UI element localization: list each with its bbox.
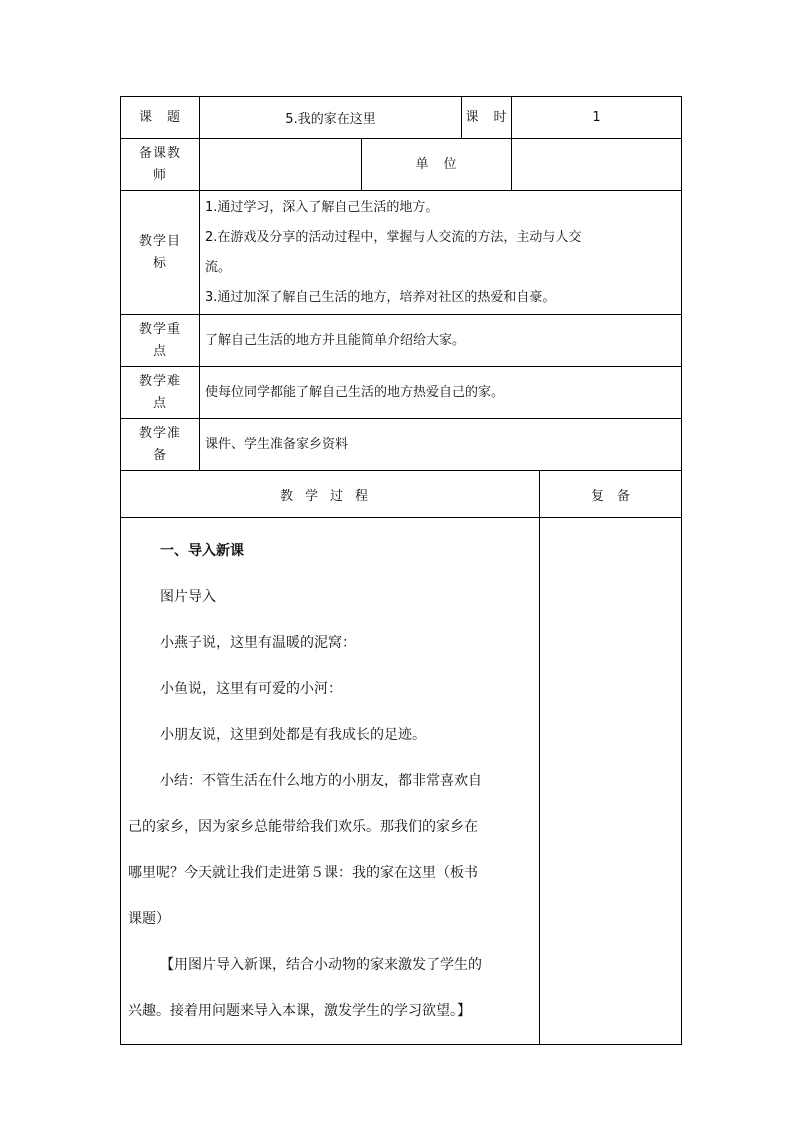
design-note-line2: 兴趣。接着用问题来导入本课，激发学生的学习欲望。】 — [128, 1003, 471, 1019]
prep-label-line2: 备 — [152, 447, 167, 463]
focus-value: 了解自己生活的地方并且能简单介绍给大家。 — [200, 315, 682, 367]
teacher-label — [121, 139, 200, 191]
unit-label: 单 位 — [362, 139, 512, 191]
goals-value — [200, 191, 682, 315]
hours-value: 1 — [512, 97, 682, 139]
process-line: 小结：不管生活在什么地方的小朋友，都非常喜欢自 — [160, 773, 482, 789]
topic-value: 5.我的家在这里 — [200, 97, 462, 139]
goals-label-line2: 标 — [152, 255, 167, 271]
difficulty-value: 使每位同学都能了解自己生活的地方热爱自己的家。 — [200, 367, 682, 419]
goals-label-line1: 教学目 — [138, 233, 181, 249]
process-content — [121, 518, 540, 1045]
goal-item: 流。 — [205, 259, 232, 275]
section-title: 一、导入新课 — [160, 543, 244, 559]
teacher-label-line1: 备课教 — [138, 145, 181, 161]
focus-label — [121, 315, 200, 367]
goal-item: 1.通过学习，深入了解自己生活的地方。 — [205, 199, 439, 215]
difficulty-label — [121, 367, 200, 419]
process-line: 小鱼说，这里有可爱的小河： — [160, 681, 342, 697]
teacher-label-line2: 师 — [152, 167, 167, 183]
prep-value: 课件、学生准备家乡资料 — [200, 419, 682, 471]
lesson-info-table — [120, 96, 682, 471]
hours-label: 课 时 — [462, 97, 512, 139]
prep-label-line1: 教学准 — [138, 425, 181, 441]
unit-value — [512, 139, 682, 191]
review-content — [540, 518, 682, 1045]
goal-item: 3.通过加深了解自己生活的地方，培养对社区的热爱和自豪。 — [205, 289, 556, 305]
focus-label-line1: 教学重 — [138, 321, 181, 337]
process-header: 教学过程 — [121, 471, 540, 518]
process-line: 小燕子说，这里有温暖的泥窝： — [160, 635, 356, 651]
design-note-line1: 【用图片导入新课，结合小动物的家来激发了学生的 — [160, 957, 482, 973]
process-line: 哪里呢？今天就让我们走进第５课：我的家在这里（板书 — [128, 865, 478, 881]
process-line: 图片导入 — [160, 589, 216, 605]
process-line: 己的家乡，因为家乡总能带给我们欢乐。那我们的家乡在 — [128, 819, 478, 835]
process-line: 课题） — [128, 911, 170, 927]
review-header: 复 备 — [540, 471, 682, 518]
focus-label-line2: 点 — [152, 343, 167, 359]
prep-label — [121, 419, 200, 471]
topic-label: 课 题 — [121, 97, 200, 139]
difficulty-label-line1: 教学难 — [138, 373, 181, 389]
teacher-value — [200, 139, 362, 191]
process-table — [120, 470, 682, 1045]
process-line: 小朋友说，这里到处都是有我成长的足迹。 — [160, 727, 426, 743]
goals-label — [121, 191, 200, 315]
goal-item: 2.在游戏及分享的活动过程中，掌握与人交流的方法，主动与人交 — [205, 229, 582, 245]
difficulty-label-line2: 点 — [152, 395, 167, 411]
